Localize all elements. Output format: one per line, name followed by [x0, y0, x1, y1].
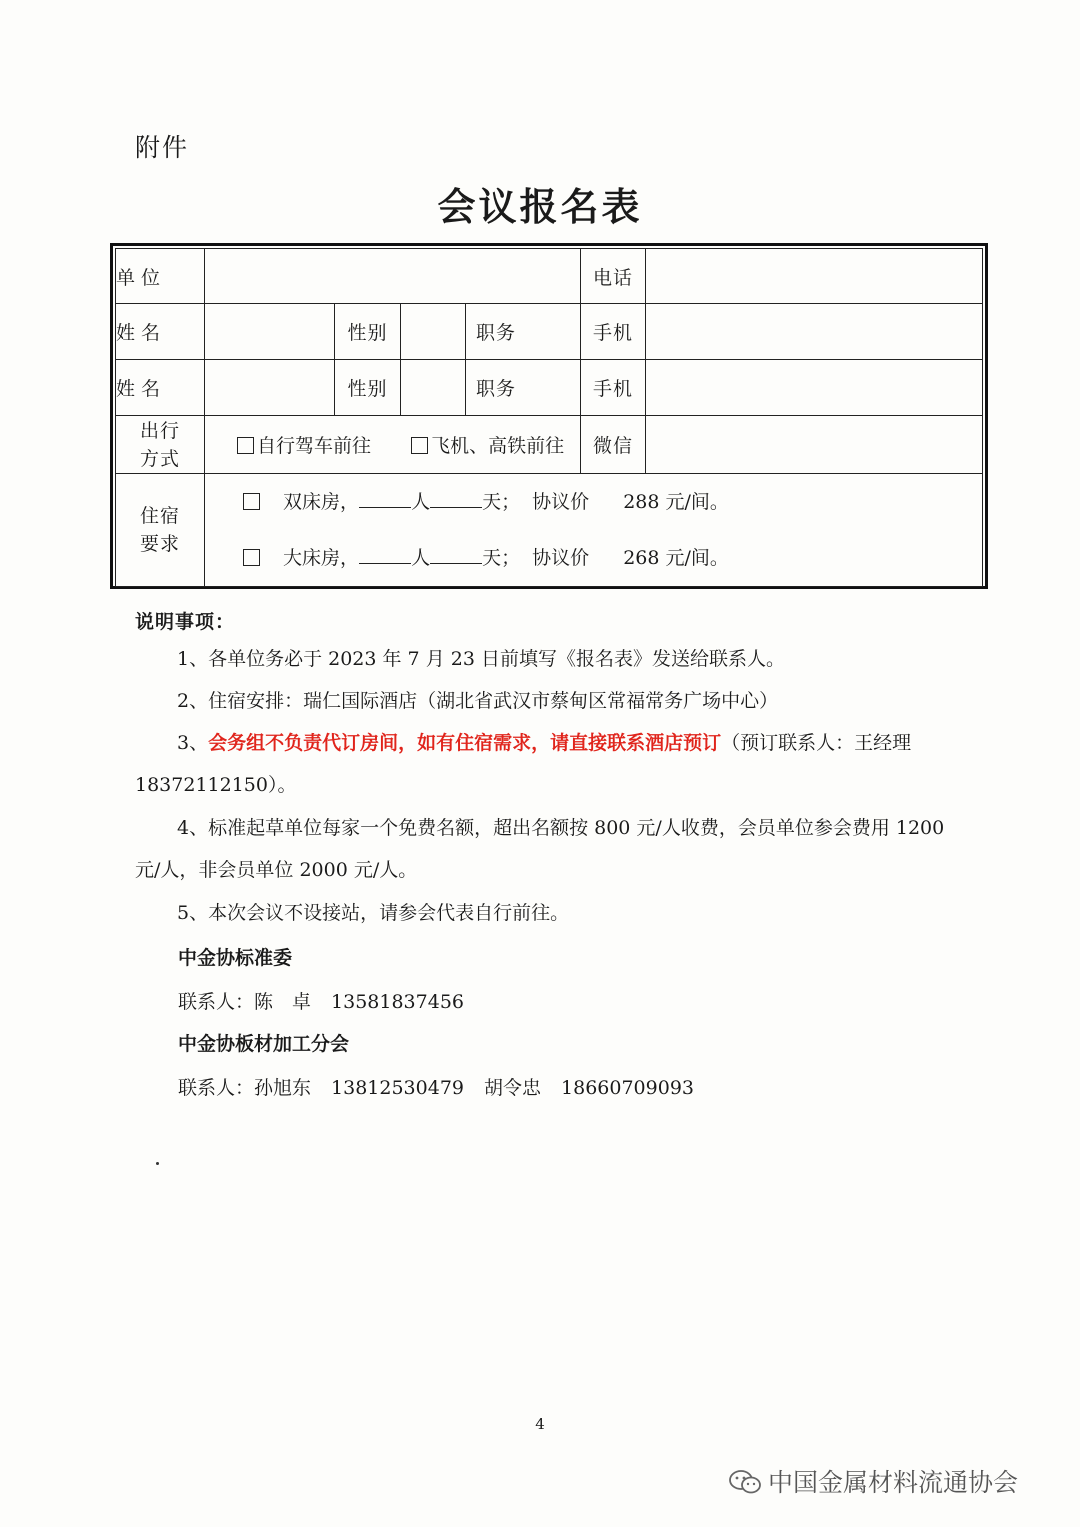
unit-label: 单 位 [116, 249, 205, 304]
position-label: 职务 [466, 304, 581, 360]
name-label: 姓 名 [116, 360, 205, 416]
note-item-4: 4、标准起草单位每家一个免费名额，超出名额按 800 元/人收费，会员单位参会费用 1200 元/人，非会员单位 2000 元/人。 [135, 817, 945, 881]
mobile-field[interactable] [646, 304, 983, 360]
lodging-label: 住宿 要求 [116, 474, 205, 587]
lodging-option-twin: 双床房， 人 天； 协议价 288 元/间。 [205, 474, 982, 530]
gender-label: 性别 [335, 360, 401, 416]
org-standards-committee: 中金协标准委 [178, 947, 293, 969]
name-label: 姓 名 [116, 304, 205, 360]
travel-option-drive[interactable]: 自行驾车前往 [237, 435, 371, 457]
gender-field[interactable] [401, 360, 466, 416]
stray-mark [156, 1162, 159, 1165]
table-row [116, 249, 983, 304]
position-label: 职务 [466, 360, 581, 416]
days-blank[interactable] [430, 549, 482, 564]
contact-line-1: 联系人：陈 卓 13581837456 [178, 991, 465, 1013]
wechat-label: 微信 [581, 416, 646, 474]
phone-field[interactable] [646, 249, 983, 304]
note-item-3: 3、会务组不负责代订房间，如有住宿需求，请直接联系酒店预订（预订联系人：王经理 18372112150）。 [135, 732, 912, 796]
name-field[interactable] [205, 360, 335, 416]
lodging-options [205, 474, 983, 587]
form-title: 会议报名表 [437, 185, 643, 229]
table-row [116, 474, 983, 587]
gender-field[interactable] [401, 304, 466, 360]
page-number: 4 [535, 1415, 545, 1433]
attachment-label: 附件 [135, 133, 190, 162]
note-item-2: 2、住宿安排：瑞仁国际酒店（湖北省武汉市蔡甸区常福常务广场中心） [177, 690, 779, 712]
checkbox[interactable] [237, 437, 254, 454]
contact-line-2: 联系人：孙旭东 13812530479 胡令忠 18660709093 [178, 1077, 695, 1099]
travel-options [205, 416, 581, 474]
name-field[interactable] [205, 304, 335, 360]
notes-heading: 说明事项： [135, 611, 236, 633]
checkbox[interactable] [411, 437, 428, 454]
note-item-5: 5、本次会议不设接站，请参会代表自行前往。 [177, 902, 570, 924]
wechat-field[interactable] [646, 416, 983, 474]
gender-label: 性别 [335, 304, 401, 360]
watermark: 中国金属材料流通协会 [728, 1463, 1018, 1499]
mobile-label: 手机 [581, 304, 646, 360]
note-item-3-warning: 会务组不负责代订房间，如有住宿需求，请直接联系酒店预订 [208, 732, 722, 754]
mobile-field[interactable] [646, 360, 983, 416]
mobile-label: 手机 [581, 360, 646, 416]
travel-option-flight-rail[interactable]: 飞机、高铁前往 [411, 435, 564, 457]
org-sheet-processing-branch: 中金协板材加工分会 [178, 1033, 350, 1055]
checkbox[interactable] [243, 549, 260, 566]
table-row [116, 416, 983, 474]
registration-form [110, 243, 988, 589]
table-row [116, 360, 983, 416]
registration-table [115, 248, 983, 587]
travel-label: 出行 方式 [116, 416, 205, 474]
wechat-icon [728, 1469, 762, 1495]
persons-blank[interactable] [359, 549, 411, 564]
note-item-1: 1、各单位务必于 2023 年 7 月 23 日前填写《报名表》发送给联系人。 [177, 648, 785, 670]
table-row [116, 304, 983, 360]
lodging-option-king: 大床房， 人 天； 协议价 268 元/间。 [205, 530, 982, 586]
checkbox[interactable] [243, 493, 260, 510]
days-blank[interactable] [430, 493, 482, 508]
phone-label: 电话 [581, 249, 646, 304]
persons-blank[interactable] [359, 493, 411, 508]
unit-field[interactable] [205, 249, 581, 304]
